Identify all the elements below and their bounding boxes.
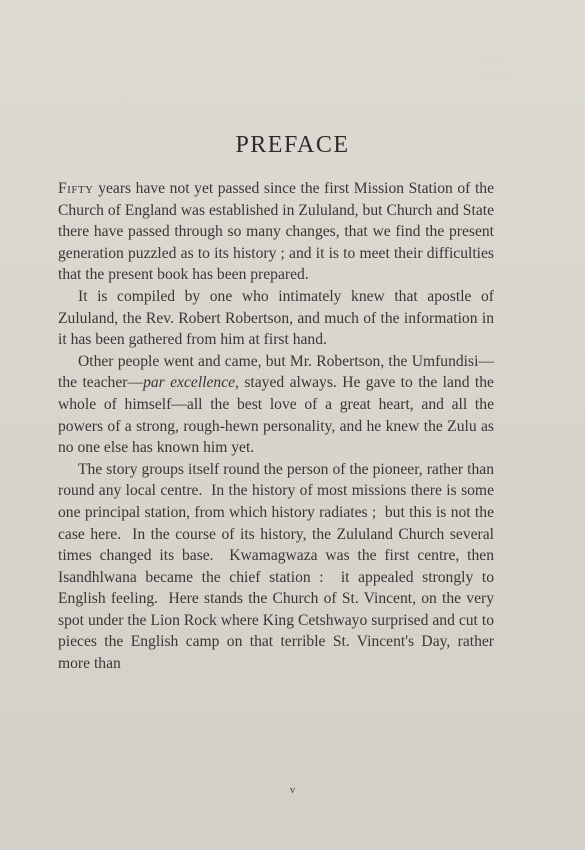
paragraph-1 xyxy=(58,178,494,286)
paragraph-2: It is compiled by one who intimately knew that apostle of Zululand, the Rev. Robert Robertson, and much of the information in it has been gathered from him at first hand. xyxy=(58,287,494,349)
paragraph-1-lead: Fifty xyxy=(58,180,94,197)
page-number: v xyxy=(289,784,296,796)
page-title: PREFACE xyxy=(235,132,350,158)
paragraph-4: The story groups itself round the person of the pioneer, rather than round any local centre. In the history of most missions there is some one principal station, from which history radiates ; but this is not the case here. In the course of its history, the Zululand Church several times changed its base. Kwamagwaza was the first centre, then Isandhlwana became the chief station : it appealed strongly to English feeling. Here stands the Church of St. Vincent, on the very spot under the Lion Rock where King Cetshwayo surprised and cut to pieces the English camp on that terrible St. Vincent's Day, rather more than xyxy=(58,460,498,673)
paragraph-3-text-before: Other people went and came, but Mr. Robertson, the Umfundisi—the teacher— xyxy=(58,352,494,392)
preface-body xyxy=(58,178,498,675)
paragraph-3-text-after: , stayed always. He gave to the land the whole of himself—all the best love of a great heart, and all the powers of a strong, rough-hewn personality, and he knew the Zulu as no one else has known him yet. xyxy=(58,374,494,457)
show-through-text: ~~~~~~ ~~~~ ~~~ xyxy=(465,29,507,83)
paragraph-1-text: years have not yet passed since the first Mission Station of the Church of England was established in Zululand, but Church and State there have passed through so many changes, that we find the present generation puzzled as to its history ; and it is to meet their difficulties that the present book has been prepared. xyxy=(58,180,494,284)
paragraph-3-italic: par excellence xyxy=(143,374,236,392)
paragraph-3 xyxy=(58,351,494,459)
